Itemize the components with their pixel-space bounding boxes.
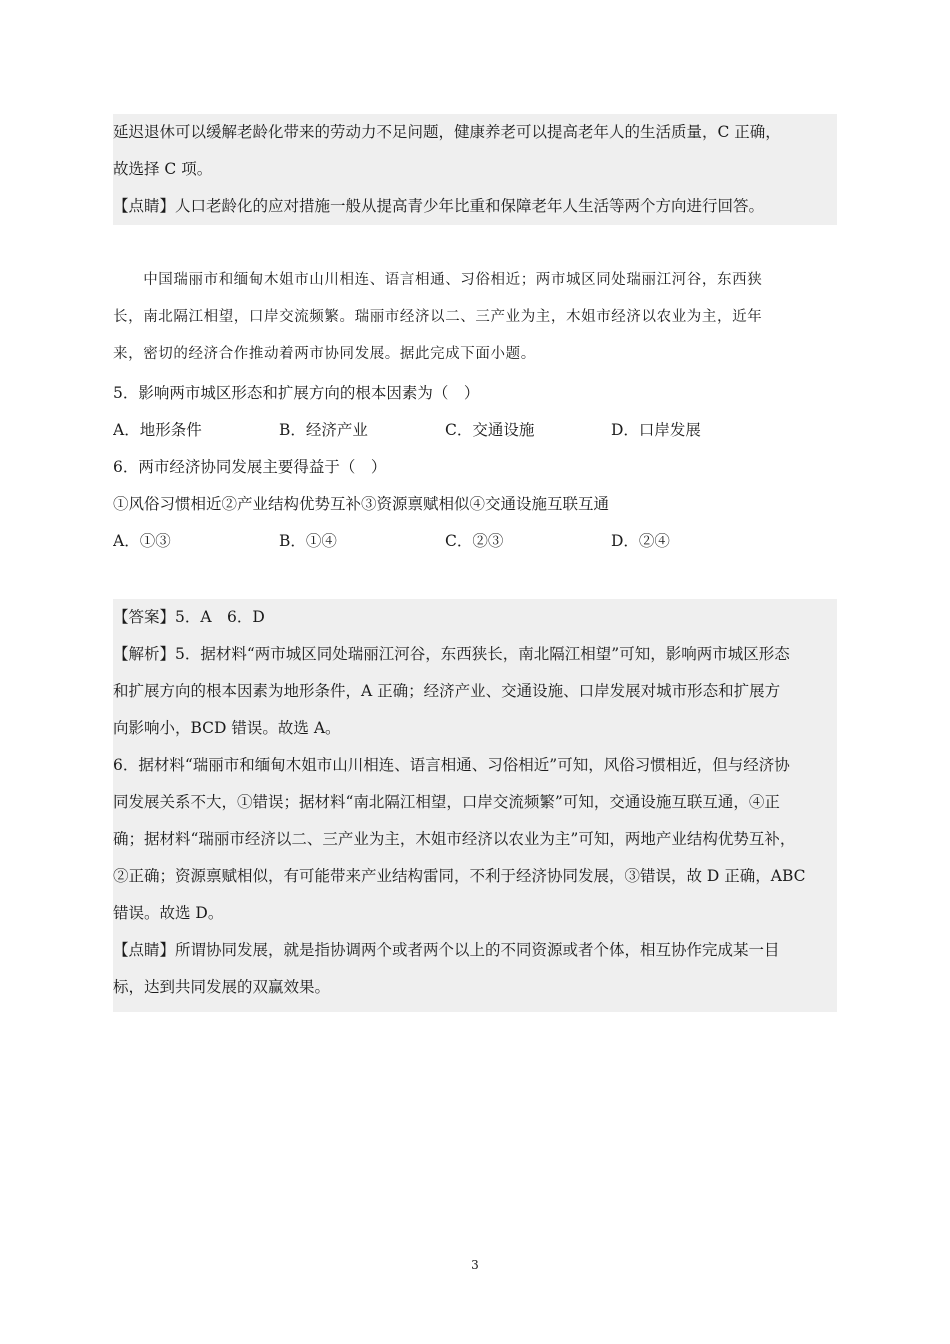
option-d: D．②④ <box>611 532 670 550</box>
option-a: A．①③ <box>113 532 171 550</box>
text-line: 标，达到共同发展的双赢效果。 <box>113 978 331 996</box>
text-line: 长，南北隔江相望，口岸交流频繁。瑞丽市经济以二、三产业为主，木姐市经济以农业为主，近年 <box>113 309 763 325</box>
text-line: 【点睛】人口老龄化的应对措施一般从提高青少年比重和保障老年人生活等两个方向进行回答。 <box>113 197 765 215</box>
text-line: 故选择 C 项。 <box>113 160 213 178</box>
answer-analysis-block <box>113 599 837 1012</box>
text-line: 错误。故选 D。 <box>113 904 224 922</box>
text-line: 【点睛】所谓协同发展，就是指协调两个或者两个以上的不同资源或者个体，相互协作完成某一目 <box>113 941 780 959</box>
material-paragraph <box>113 262 837 373</box>
option-d: D．口岸发展 <box>611 421 701 439</box>
option-c: C．②③ <box>445 532 504 550</box>
text-line: 延迟退休可以缓解老龄化带来的劳动力不足问题，健康养老可以提高老年人的生活质量，C 正确， <box>113 123 781 141</box>
questions-block <box>113 375 837 560</box>
text-line: ②正确；资源禀赋相似，有可能带来产业结构雷同，不利于经济协同发展，③错误，故 D 正确，ABC <box>113 867 806 885</box>
question-6-options <box>113 523 837 560</box>
option-a: A．地形条件 <box>113 421 202 439</box>
page-number: 3 <box>471 1258 479 1272</box>
text-line: 和扩展方向的根本因素为地形条件，A 正确；经济产业、交通设施、口岸发展对城市形态和扩展方 <box>113 682 781 700</box>
text-line: 来，密切的经济合作推动着两市协同发展。据此完成下面小题。 <box>113 346 536 362</box>
text-line: 【解析】5．据材料“两市城区同处瑞丽江河谷，东西狭长，南北隔江相望”可知，影响两市城区形态 <box>113 645 790 663</box>
option-b: B．经济产业 <box>279 421 368 439</box>
answer-line: 【答案】5．A 6．D <box>113 608 265 626</box>
text-line: 同发展关系不大，①错误；据材料“南北隔江相望，口岸交流频繁”可知，交通设施互联互通，④正 <box>113 793 780 811</box>
prev-explanation-block <box>113 114 837 225</box>
question-6-stem: 6．两市经济协同发展主要得益于（ ） <box>113 458 387 476</box>
question-6-statements: ①风俗习惯相近②产业结构优势互补③资源禀赋相似④交通设施互联互通 <box>113 495 610 513</box>
text-line: 中国瑞丽市和缅甸木姐市山川相连、语言相通、习俗相近；两市城区同处瑞丽江河谷，东西狭 <box>113 272 763 288</box>
option-b: B．①④ <box>279 532 337 550</box>
option-c: C．交通设施 <box>445 421 535 439</box>
text-line: 向影响小，BCD 错误。故选 A。 <box>113 719 341 737</box>
text-line: 确；据材料“瑞丽市经济以二、三产业为主，木姐市经济以农业为主”可知，两地产业结构优势互补， <box>113 830 796 848</box>
question-5-stem: 5．影响两市城区形态和扩展方向的根本因素为（ ） <box>113 384 480 402</box>
text-line: 6．据材料“瑞丽市和缅甸木姐市山川相连、语言相通、习俗相近”可知，风俗习惯相近，但与经济协 <box>113 756 790 774</box>
question-5-options <box>113 412 837 449</box>
